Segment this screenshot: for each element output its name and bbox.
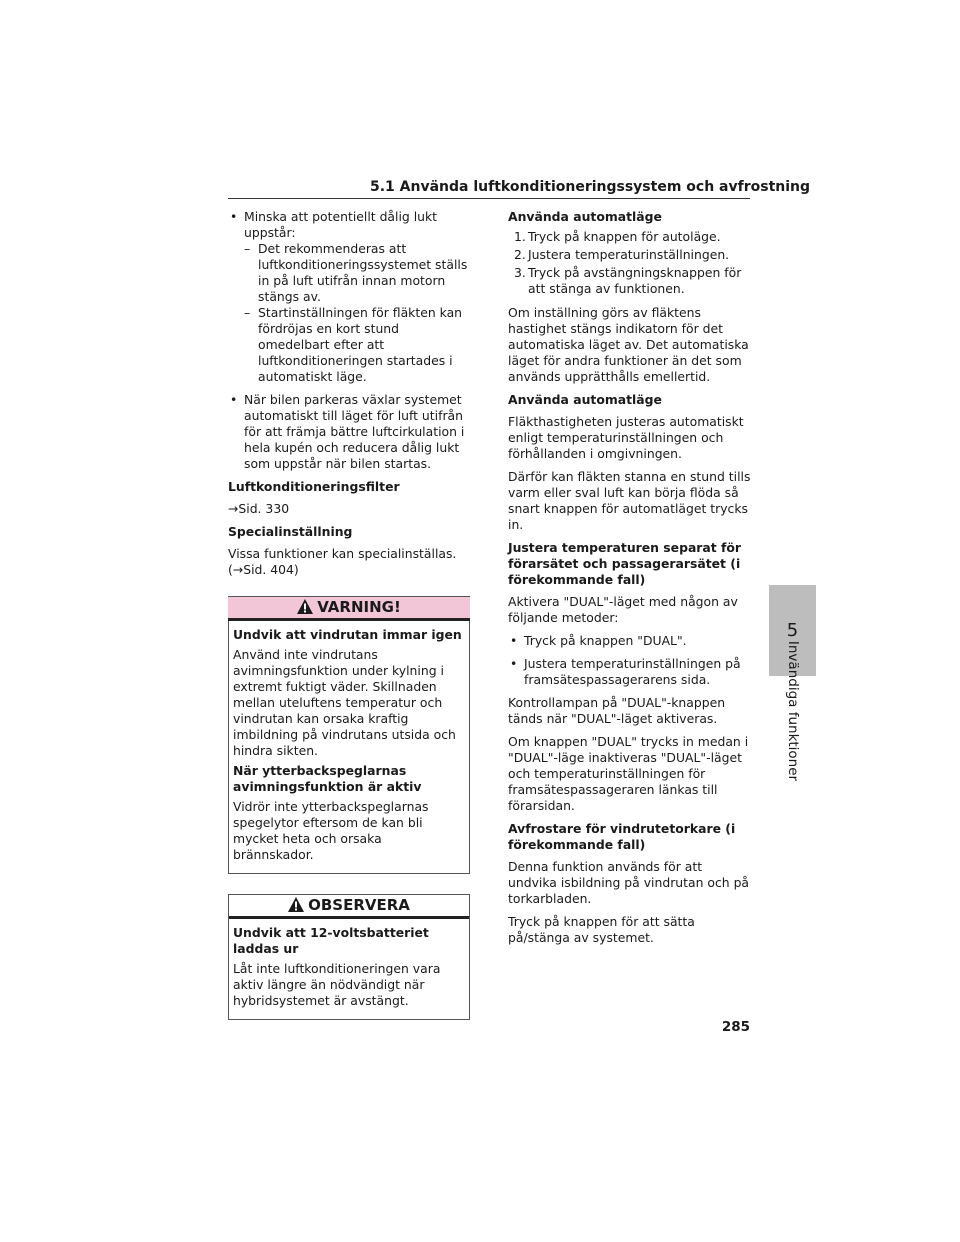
paragraph: Därför kan fläkten stanna en stund tills varm eller sval luft kan börja flöda så snart knappen för automatläget trycks in. [508, 469, 751, 532]
step-number: 1. [514, 229, 526, 244]
list-subitem [228, 241, 470, 305]
paragraph: Denna funktion används för att undvika isbildning på vindrutan och på torkarbladen. [508, 859, 750, 906]
list-item [508, 656, 752, 688]
warning-title: VARNING! [317, 598, 401, 616]
list-item [228, 209, 470, 385]
bullet-text: Minska att potentiellt dålig lukt uppstår: [244, 209, 438, 240]
paragraph: Aktivera "DUAL"-läget med någon av följande metoder: [508, 594, 738, 625]
header-rule [228, 198, 750, 199]
heading-filter: Luftkonditioneringsfilter [228, 479, 400, 494]
bullet-text: Tryck på knappen "DUAL". [524, 633, 687, 648]
bullet-text: Justera temperaturinställningen på framsätespassagerarens sida. [524, 656, 741, 687]
warning-icon [297, 599, 313, 614]
paragraph: Fläkthastigheten justeras automatiskt enligt temperaturinställningen och förhållanden i omgivningen. [508, 414, 744, 461]
warning-heading: Undvik att vindrutan immar igen [233, 627, 462, 642]
caution-icon [288, 897, 304, 912]
step-text: Justera temperaturinställningen. [528, 247, 730, 262]
section-header: 5.1 Använda luftkonditioneringssystem och avfrostning [370, 179, 811, 195]
list-item [508, 633, 752, 649]
bullet-text: När bilen parkeras växlar systemet automatiskt till läget för luft utifrån för att främja bättre luftcirkulation i hela kupén och reducera dålig lukt som uppstår när bilen startas. [244, 392, 465, 471]
step-item [508, 247, 752, 263]
heading-auto-2: Använda automatläge [508, 392, 662, 407]
notice-header [229, 895, 469, 919]
notice-title: OBSERVERA [308, 896, 410, 914]
notice-heading: Undvik att 12-voltsbatteriet laddas ur [233, 925, 429, 956]
notice-text: Låt inte luftkonditioneringen vara aktiv längre än nödvändigt när hybridsystemet är avstängt. [233, 961, 441, 1008]
page-reference: →Sid. 330 [228, 501, 290, 516]
paragraph: Om knappen "DUAL" trycks in medan i "DUAL"-läge inaktiveras "DUAL"-läget och temperaturinställningen för framsätespassageraren länkas till förarsidan. [508, 734, 749, 813]
page-number: 285 [721, 1019, 750, 1035]
paragraph: Tryck på knappen för att sätta på/stänga av systemet. [508, 914, 695, 945]
list-item [228, 392, 470, 472]
step-number: 3. [514, 265, 526, 280]
notice-box [228, 894, 470, 1020]
chapter-tab: 5 [769, 585, 816, 676]
step-item [508, 265, 752, 297]
step-text: Tryck på knappen för autoläge. [528, 229, 721, 244]
warning-heading: När ytterbackspeglarnas avimningsfunktion är aktiv [233, 763, 422, 794]
heading-dual: Justera temperaturen separat för förarsätet och passagerarsätet (i förekommande fall) [508, 540, 742, 587]
step-item [508, 229, 752, 245]
left-column [228, 209, 470, 1020]
paragraph: Om inställning görs av fläktens hastighet stängs indikatorn för det automatiska läget av. Det automatiska läget för andra funktioner än det som används upprätthålls emellertid. [508, 305, 749, 384]
warning-text: Vidrör inte ytterbackspeglarnas spegelytor eftersom de kan bli mycket heta och orsaka brännskador. [233, 799, 429, 862]
warning-box [228, 596, 470, 874]
warning-header [228, 596, 470, 621]
heading-special: Specialinställning [228, 524, 353, 539]
paragraph: Kontrollampan på "DUAL"-knappen tänds när "DUAL"-läget aktiveras. [508, 695, 726, 726]
warning-text: Använd inte vindrutans avimningsfunktion under kylning i extremt fuktigt väder. Skillnaden mellan uteluftens temperatur och vindrutan kan orsaka kraftig imbildning på vindrutans utsida och hindra sikten. [233, 647, 456, 758]
list-subitem [228, 305, 470, 385]
step-text: Tryck på avstängningsknappen för att stänga av funktionen. [528, 265, 742, 296]
heading-wiper: Avfrostare för vindrutetorkare (i förekommande fall) [508, 821, 736, 852]
paragraph-special: Vissa funktioner kan specialinställas. (→Sid. 404) [228, 546, 457, 577]
step-number: 2. [514, 247, 526, 262]
subitem-text: Det rekommenderas att luftkonditioneringssystemet ställs in på luft utifrån innan motorn stängs av. [258, 241, 468, 304]
chapter-label: Invändiga funktioner [785, 640, 801, 782]
heading-auto: Använda automatläge [508, 209, 662, 224]
subitem-text: Startinställningen för fläkten kan fördröjas en kort stund omedelbart efter att luftkonditioneringen startades i automatiskt läge. [258, 305, 463, 384]
right-column [508, 209, 752, 953]
